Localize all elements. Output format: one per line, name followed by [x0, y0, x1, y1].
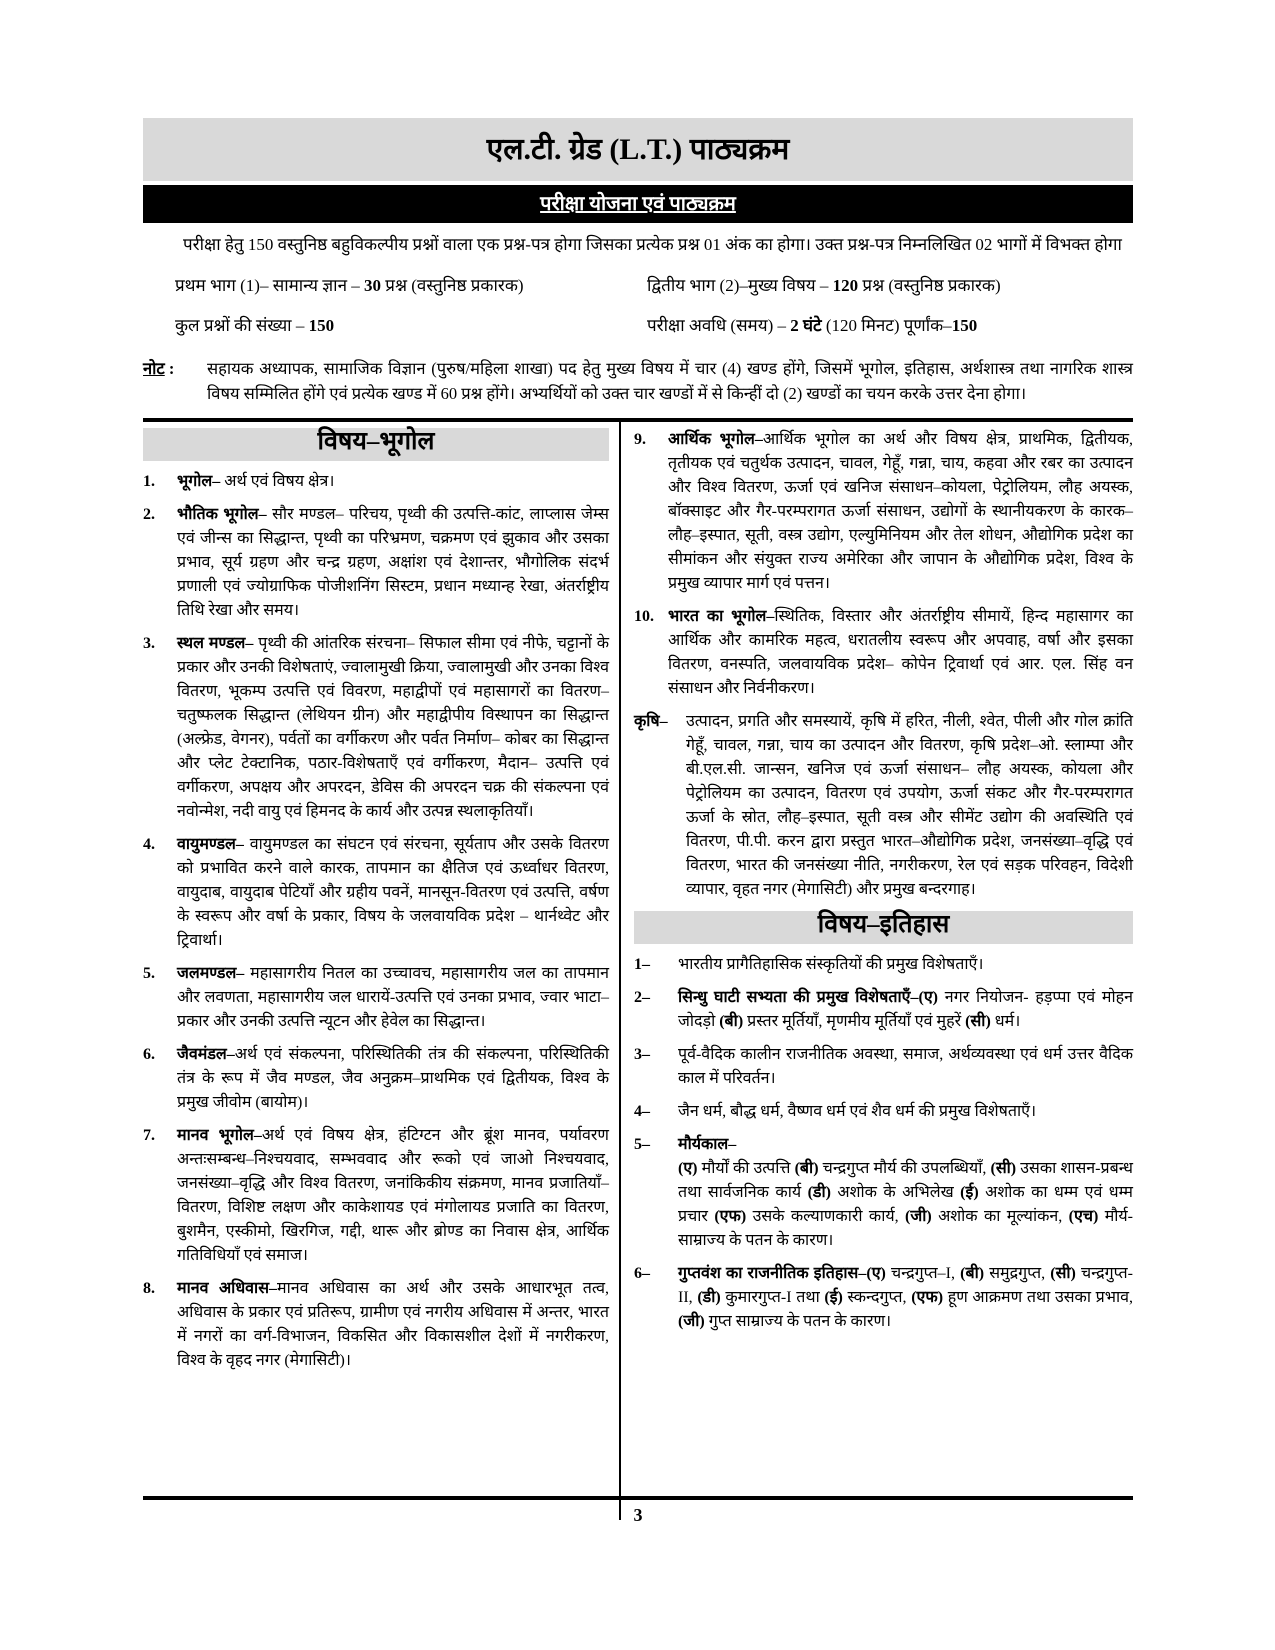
note-text: सहायक अध्यापक, सामाजिक विज्ञान (पुरुष/महिला शाखा) पद हेतु मुख्य विषय में चार (4) खण्ड होंगे, जिसमें भूगोल, इतिहास, अर्थशास्त्र तथा नागरिक शास्त्र विषय सम्मिलित होंगे एवं प्रत्येक खण्ड में 60 प्रश्न होंगे। अभ्यर्थियों को उक्त चार खण्डों में से किन्हीं दो (2) खण्डों का चयन करके उत्तर देना होगा। [207, 359, 1133, 403]
page-number: 3 [633, 1505, 643, 1525]
history-item-3 [634, 1043, 1133, 1091]
footer-divider [143, 1496, 1133, 1500]
history-item-6 [634, 1262, 1133, 1334]
page-footer [143, 1496, 1133, 1526]
history-section-header: विषय–इतिहास [634, 911, 1133, 944]
item-text: पूर्व-वैदिक कालीन राजनीतिक अवस्था, समाज, अर्थव्यवस्था एवं धर्म उत्तर वैदिक काल में परिवर्तन। [678, 1046, 1133, 1087]
geography-item-1 [143, 470, 609, 494]
geography-column [143, 422, 621, 1520]
item-number: 2. [143, 506, 155, 523]
history-item-4 [634, 1100, 1133, 1124]
geography-item-3 [143, 632, 609, 824]
exam-intro-paragraph: परीक्षा हेतु 150 वस्तुनिष्ठ बहुविकल्पीय प्रश्नों वाला एक प्रश्न-पत्र होगा जिसका प्रत्येक प्रश्न 01 अंक का होगा। उक्त प्रश्न-पत्र निम्नलिखित 02 भागों में विभक्त होगा [183, 235, 1122, 254]
item-text: भारतीय प्रागैतिहासिक संस्कृतियों की प्रमुख विशेषताएँ। [678, 956, 984, 973]
item-number: 9. [634, 431, 646, 448]
geography-item-5 [143, 962, 609, 1034]
item-sub-text: (ए) मौर्यों की उत्पत्ति (बी) चन्द्रगुप्त मौर्य की उपलब्धियाँ, (सी) उसका शासन-प्रबन्ध तथा सार्वजनिक कार्य (डी) अशोक के अभिलेख (ई) अशोक का धम्म एवं धम्म प्रचार (एफ) उसके कल्याणकारी कार्य, (जी) अशोक का मूल्यांकन, (एच) मौर्य-साम्राज्य के पतन के कारण। [678, 1160, 1134, 1249]
two-column-layout [143, 422, 1133, 1520]
item-text: जलमण्डल– महासागरीय नितल का उच्चावच, महासागरीय जल का तापमान और लवणता, महासागरीय जल धारायें-उत्पत्ति एवं उनका प्रभाव, ज्वार भाटा–प्रकार और उनकी उत्पत्ति न्यूटन और हेवेल का सिद्धान्त। [177, 965, 610, 1030]
item-text: भारत का भूगोल–स्थितिक, विस्तार और अंतर्राष्ट्रीय सीमायें, हिन्द महासागर का आर्थिक और कामरिक महत्व, धरातलीय स्वरूप और अपवाह, वर्षा और इसका वितरण, वनस्पति, जलवायविक प्रदेश– कोपेन ट्रिवार्था एवं आर. एल. सिंह वन संसाधन और निर्वनीकरण। [668, 608, 1133, 697]
history-item-2 [634, 986, 1133, 1034]
geography-item-6 [143, 1043, 609, 1115]
note-block [143, 356, 1133, 406]
item-number: 1. [143, 473, 155, 490]
item-number: 6. [143, 1046, 155, 1063]
page-title: एल.टी. ग्रेड (L.T.) पाठ्यक्रम [143, 118, 1133, 181]
item-number: 5. [143, 965, 155, 982]
item-number: 8. [143, 1280, 155, 1297]
item-text: उत्पादन, प्रगति और समस्यायें, कृषि में हरित, नीली, श्वेत, पीली और गोल क्रांति गेहूँ, चावल, गन्ना, चाय का उत्पादन और वितरण, कृषि प्रदेश–ओ. स्लाम्पा और बी.एल.सी. जान्सन, खनिज एवं ऊर्जा संसाधन– लौह अयस्क, कोयला और पेट्रोलियम का उत्पादन, वितरण एवं उपयोग, ऊर्जा संकट और गैर-परम्परागत ऊर्जा के स्रोत, लौह–इस्पात, सूती वस्त्र और सीमेंट उद्योग की अवस्थिति एवं वितरण, पी.पी. करन द्वारा प्रस्तुत भारत–औद्योगिक प्रदेश, जनसंख्या–वृद्धि एवं वितरण, भारत की जनसंख्या नीति, नगरीकरण, रेल एवं सड़क परिवहन, विदेशी व्यापार, वृहत नगर (मेगासिटी) और प्रमुख बन्दरगाह। [686, 713, 1133, 898]
note-label: नोट : [143, 359, 175, 378]
item-number: 7. [143, 1127, 155, 1144]
geography-item-9 [634, 428, 1133, 596]
exam-plan-header-text: परीक्षा योजना एवं पाठ्यक्रम [540, 193, 736, 215]
item-text: गुप्तवंश का राजनीतिक इतिहास–(ए) चन्द्रगुप्त–I, (बी) समुद्रगुप्त, (सी) चन्द्रगुप्त-II, (डी) कुमारगुप्त-I तथा (ई) स्कन्दगुप्त, (एफ) हूण आक्रमण तथा उसका प्रभाव, (जी) गुप्त साम्राज्य के पतन के कारण। [678, 1265, 1134, 1330]
geography-item-7 [143, 1124, 609, 1268]
item-number: 1– [634, 956, 650, 973]
item-text: स्थल मण्डल– पृथ्वी की आंतरिक संरचना– सिफाल सीमा एवं नीफे, चट्टानों के प्रकार और उनकी विशेषताएं, ज्वालामुखी क्रिया, ज्वालामुखी और उनका विश्व वितरण, भूकम्प उत्पत्ति एवं विवरण, महाद्वीपों एवं महासागरों का वितरण– चतुष्फलक सिद्धान्त (लेथियन ग्रीन) और महाद्वीपीय विस्थापन का सिद्धान्त (अल्फ्रेड, वेगनर), पर्वतों का वर्गीकरण और पर्वत निर्माण– कोबर का सिद्धान्त और प्लेट टेक्टानिक, पठार-विशेषताएँ एवं वर्गीकरण, मैदान– उत्पत्ति एवं वर्गीकरण, अपक्षय और अपरदन, डेविस की अपरदन चक्र की संकल्पना एवं नवोन्मेश, नदी वायु एवं हिमनद के कार्य और उत्पन्न स्थलाकृतियाँ। [177, 635, 609, 820]
exam-details-grid [175, 274, 1133, 338]
geography-item-4 [143, 833, 609, 953]
item-text: मानव भूगोल–अर्थ एवं विषय क्षेत्र, हंटिग्टन और ब्रूंश मानव, पर्यावरण अन्तःसम्बन्ध–निश्चयवाद, सम्भववाद और रूको एवं जाओ निश्चयवाद, जनसंख्या–वृद्धि और विश्व वितरण, जनांकिकीय संक्रमण, मानव प्रजातियाँ–वितरण, विशिष्ट लक्षण और काकेशायड एवं मंगोलायड प्रजाति का वितरण, बुशमैन, एस्कीमो, खिरगिज, गद्दी, थारू और ब्रोण्ड का निवास क्षेत्र, आर्थिक गतिविधियाँ एवं समाज। [177, 1127, 609, 1264]
geography-item-8 [143, 1277, 609, 1373]
exam-detail-line-duration: परीक्षा अवधि (समय) – 2 घंटे (120 मिनट) पूर्णांक–150 [647, 316, 978, 335]
item-text: आर्थिक भूगोल–आर्थिक भूगोल का अर्थ और विषय क्षेत्र, प्राथमिक, द्वितीयक, तृतीयक एवं चतुर्थक उत्पादन, चावल, गेहूँ, गन्ना, चाय, कहवा और रबर का उत्पादन और विश्व वितरण, ऊर्जा एवं खनिज संसाधन–कोयला, पेट्रोलियम, लौह अयस्क, बॉक्साइट और गैर-परम्परागत ऊर्जा संसाधन, उद्योगों के स्थानीयकरण के कारक– लौह–इस्पात, सूती, वस्त्र उद्योग, एल्युमिनियम और तेल शोधन, औद्योगिक प्रदेश का सीमांकन और संयुक्त राज्य अमेरिका और जापान के औद्योगिक प्रदेश, विश्व के प्रमुख व्यापार मार्ग एवं पत्तन। [668, 431, 1133, 592]
item-term: कृषि– [634, 713, 668, 730]
page-content [143, 118, 1133, 1520]
item-text: जैन धर्म, बौद्ध धर्म, वैष्णव धर्म एवं शैव धर्म की प्रमुख विशेषताएँ। [678, 1103, 1037, 1120]
item-number: 3. [143, 635, 155, 652]
geography-item-2 [143, 503, 609, 623]
item-text: वायुमण्डल– वायुमण्डल का संघटन एवं संरचना, सूर्यताप और उसके वितरण को प्रभावित करने वाले कारक, तापमान का क्षैतिज एवं ऊर्ध्वाधर वितरण, वायुदाब, वायुदाब पेटियाँ और ग्रहीय पवनें, मानसून-वितरण एवं उत्पत्ति, वर्षण के स्वरूप और वर्षा के प्रकार, विषय के जलवायविक प्रदेश – थार्नथ्वेट और ट्रिवार्था। [177, 836, 609, 949]
geography-item-10 [634, 605, 1133, 701]
item-text: भूगोल– अर्थ एवं विषय क्षेत्र। [177, 473, 335, 490]
item-number: 10. [634, 608, 654, 625]
geography-section-header: विषय–भूगोल [143, 428, 609, 461]
item-text: भौतिक भूगोल– सौर मण्डल– परिचय, पृथ्वी की उत्पत्ति-कांट, लाप्लास जेम्स एवं जीन्स का सिद्धान्त, पृथ्वी का परिभ्रमण, चक्रमण एवं झुकाव और उसका प्रभाव, सूर्य ग्रहण और चन्द्र ग्रहण, अक्षांश एवं देशान्तर, भौगोलिक संदर्भ प्रणाली एवं ज्योग्राफिक पोजीशनिंग सिस्टम, प्रधान मध्यान्ह रेखा, अंतर्राष्ट्रीय तिथि रेखा और समय। [177, 506, 609, 619]
item-number: 4. [143, 836, 155, 853]
exam-plan-header-bar [143, 185, 1133, 223]
item-number: 2– [634, 989, 650, 1006]
item-number: 6– [634, 1265, 650, 1282]
geography-item-agriculture [634, 710, 1133, 902]
item-number: 5– [634, 1136, 650, 1153]
exam-detail-line-part1: प्रथम भाग (1)– सामान्य ज्ञान – 30 प्रश्न (वस्तुनिष्ठ प्रकारक) [175, 276, 524, 295]
item-number: 3– [634, 1046, 650, 1063]
right-column [621, 422, 1133, 1520]
item-text: जैवमंडल–अर्थ एवं संकल्पना, परिस्थितिकी तंत्र की संकल्पना, परिस्थितिकी तंत्र के रूप में जैव मण्डल, जैव अनुक्रम–प्राथमिक एवं द्वितीयक, विश्व के प्रमुख जीवोम (बायोम)। [177, 1046, 609, 1111]
exam-detail-line-total: कुल प्रश्नों की संख्या – 150 [175, 316, 335, 335]
history-item-1 [634, 953, 1133, 977]
item-number: 4– [634, 1103, 650, 1120]
exam-detail-line-part2: द्वितीय भाग (2)–मुख्य विषय – 120 प्रश्न (वस्तुनिष्ठ प्रकारक) [647, 276, 1001, 295]
item-text: मानव अधिवास–मानव अधिवास का अर्थ और उसके आधारभूत तत्व, अधिवास के प्रकार एवं प्रतिरूप, ग्रामीण एवं नगरीय अधिवास में अन्तर, भारत में नगरों का वर्ग-विभाजन, विकसित और विकासशील देशों में नगरीकरण, विश्व के वृहद नगर (मेगासिटी)। [177, 1280, 609, 1369]
history-item-5 [634, 1133, 1133, 1253]
item-text: सिन्धु घाटी सभ्यता की प्रमुख विशेषताएँ–(ए) नगर नियोजन- हड़प्पा एवं मोहन जोदड़ो (बी) प्रस्तर मूर्तियाँ, मृणमीय मूर्तियाँ एवं मुहरें (सी) धर्म। [678, 989, 1133, 1030]
item-heading: मौर्यकाल– [678, 1136, 737, 1153]
